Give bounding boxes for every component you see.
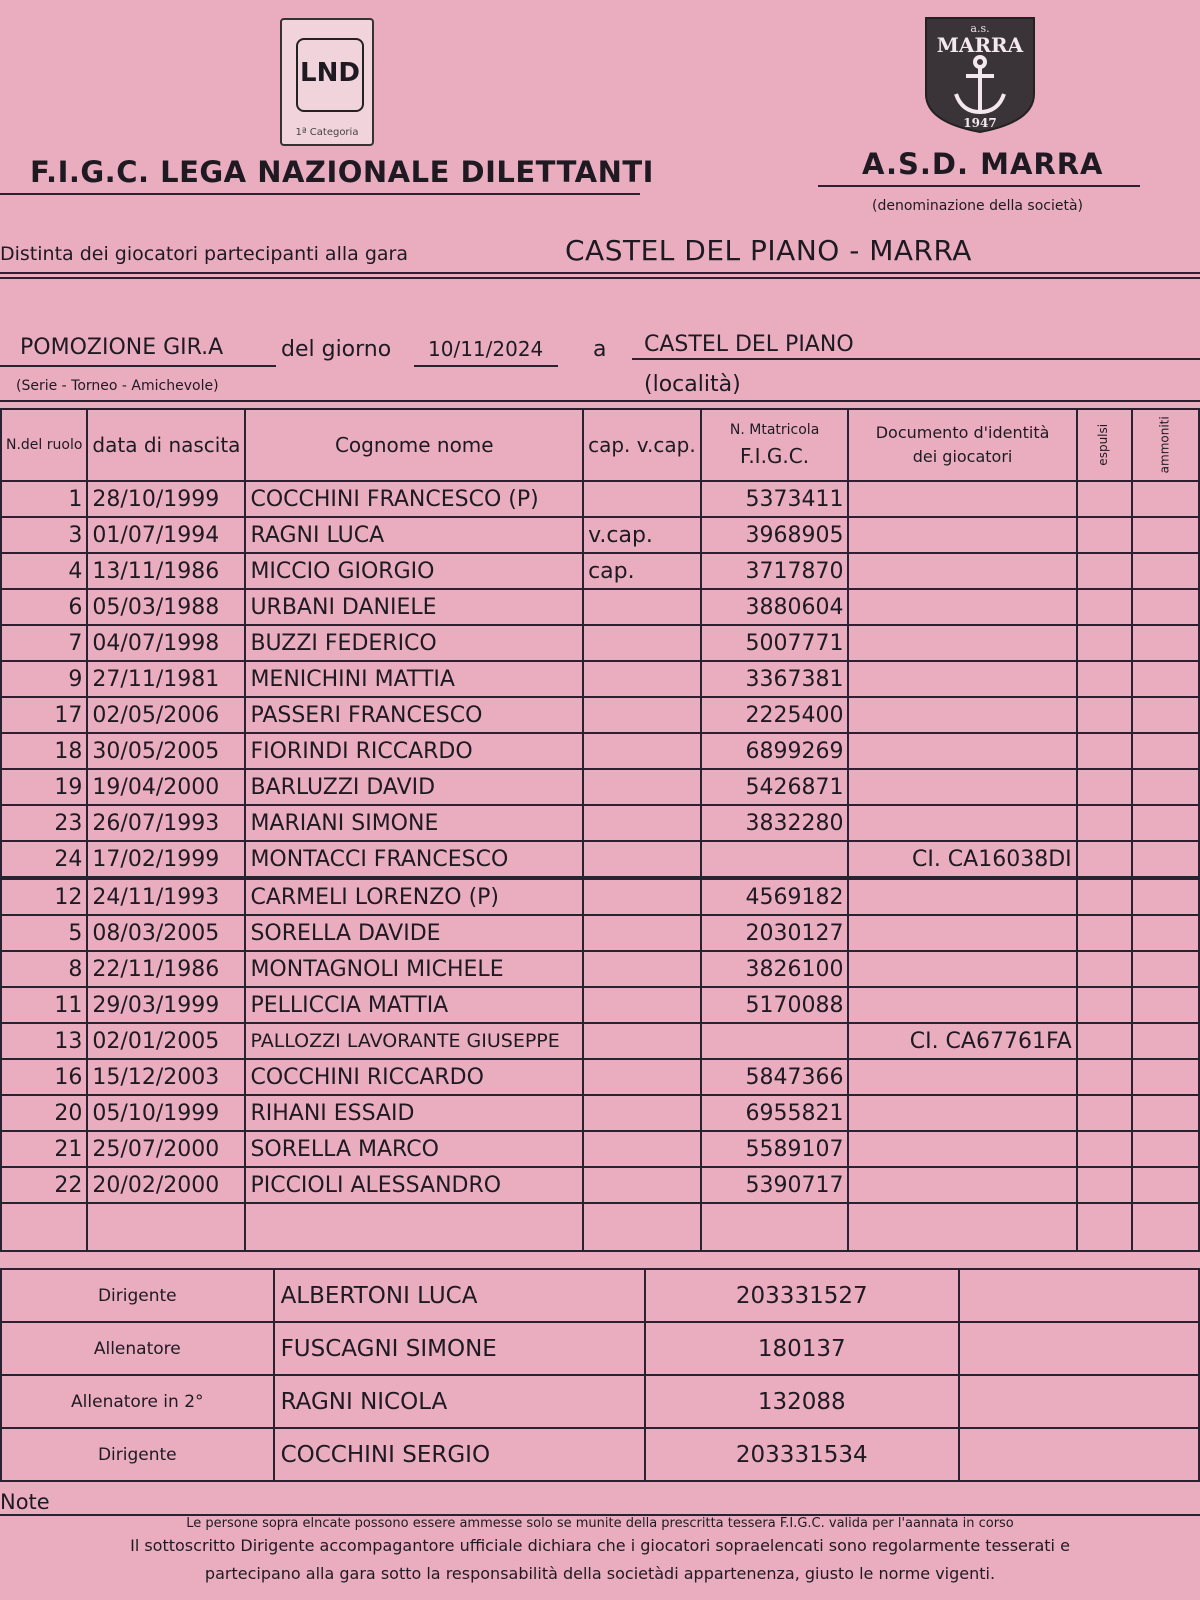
staff-signature bbox=[959, 1322, 1199, 1375]
empty-cell bbox=[583, 1203, 701, 1251]
player-document bbox=[848, 733, 1076, 769]
staff-role: Dirigente bbox=[1, 1428, 274, 1481]
player-role-number: 5 bbox=[1, 915, 87, 951]
player-espulsi bbox=[1077, 481, 1132, 517]
player-name: PICCIOLI ALESSANDRO bbox=[245, 1167, 583, 1203]
player-role-number: 11 bbox=[1, 987, 87, 1023]
player-birth-date: 19/04/2000 bbox=[87, 769, 245, 805]
player-ammoniti bbox=[1132, 915, 1199, 951]
player-matricola: 3968905 bbox=[701, 517, 849, 553]
player-document bbox=[848, 1095, 1076, 1131]
player-captain bbox=[583, 1023, 701, 1059]
player-ammoniti bbox=[1132, 517, 1199, 553]
player-document bbox=[848, 1167, 1076, 1203]
player-ammoniti bbox=[1132, 1059, 1199, 1095]
player-role-number: 21 bbox=[1, 1131, 87, 1167]
player-row bbox=[1, 805, 1199, 841]
player-row bbox=[1, 589, 1199, 625]
empty-cell bbox=[1132, 1203, 1199, 1251]
players-header-row bbox=[1, 409, 1199, 481]
player-captain bbox=[583, 481, 701, 517]
player-captain bbox=[583, 769, 701, 805]
player-document bbox=[848, 625, 1076, 661]
player-name: MARIANI SIMONE bbox=[245, 805, 583, 841]
player-name: MICCIO GIORGIO bbox=[245, 553, 583, 589]
col-matricola bbox=[701, 409, 849, 481]
col-ammoniti-label: ammoniti bbox=[1157, 416, 1172, 474]
player-matricola: 3826100 bbox=[701, 951, 849, 987]
player-row bbox=[1, 1095, 1199, 1131]
player-row bbox=[1, 878, 1199, 915]
player-espulsi bbox=[1077, 769, 1132, 805]
player-row bbox=[1, 661, 1199, 697]
player-birth-date: 25/07/2000 bbox=[87, 1131, 245, 1167]
footer-line-3: partecipano alla gara sotto la responsabilità della societàdi appartenenza, giusto le norme vigenti. bbox=[204, 1564, 996, 1583]
player-matricola: 6955821 bbox=[701, 1095, 849, 1131]
lnd-logo-caption: 1ª Categoria bbox=[295, 127, 359, 138]
player-matricola: 5426871 bbox=[701, 769, 849, 805]
player-ammoniti bbox=[1132, 878, 1199, 915]
player-row-empty bbox=[1, 1203, 1199, 1251]
staff-row bbox=[1, 1269, 1199, 1322]
staff-row bbox=[1, 1322, 1199, 1375]
player-espulsi bbox=[1077, 841, 1132, 878]
player-name: MENICHINI MATTIA bbox=[245, 661, 583, 697]
player-document bbox=[848, 517, 1076, 553]
player-birth-date: 04/07/1998 bbox=[87, 625, 245, 661]
match-date: 10/11/2024 bbox=[428, 337, 544, 361]
player-row bbox=[1, 697, 1199, 733]
player-row bbox=[1, 481, 1199, 517]
player-birth-date: 30/05/2005 bbox=[87, 733, 245, 769]
day-label: del giorno bbox=[281, 337, 392, 362]
player-document bbox=[848, 769, 1076, 805]
player-role-number: 12 bbox=[1, 878, 87, 915]
player-espulsi bbox=[1077, 697, 1132, 733]
player-captain bbox=[583, 841, 701, 878]
player-ammoniti bbox=[1132, 951, 1199, 987]
player-row bbox=[1, 1023, 1199, 1059]
player-document bbox=[848, 915, 1076, 951]
player-name: BARLUZZI DAVID bbox=[245, 769, 583, 805]
player-ammoniti bbox=[1132, 805, 1199, 841]
player-role-number: 24 bbox=[1, 841, 87, 878]
player-captain bbox=[583, 697, 701, 733]
empty-cell bbox=[1077, 1203, 1132, 1251]
player-captain bbox=[583, 1059, 701, 1095]
col-matricola-line1: N. Mtatricola bbox=[729, 421, 820, 438]
player-name: PELLICCIA MATTIA bbox=[245, 987, 583, 1023]
player-birth-date: 13/11/1986 bbox=[87, 553, 245, 589]
player-espulsi bbox=[1077, 661, 1132, 697]
player-row bbox=[1, 733, 1199, 769]
player-name: RAGNI LUCA bbox=[245, 517, 583, 553]
player-espulsi bbox=[1077, 805, 1132, 841]
location-caption: (località) bbox=[644, 372, 741, 397]
player-ammoniti bbox=[1132, 1167, 1199, 1203]
player-matricola: 3880604 bbox=[701, 589, 849, 625]
player-birth-date: 27/11/1981 bbox=[87, 661, 245, 697]
player-row bbox=[1, 553, 1199, 589]
player-matricola bbox=[701, 1023, 849, 1059]
player-document bbox=[848, 661, 1076, 697]
player-role-number: 20 bbox=[1, 1095, 87, 1131]
player-ammoniti bbox=[1132, 589, 1199, 625]
player-name: COCCHINI RICCARDO bbox=[245, 1059, 583, 1095]
player-espulsi bbox=[1077, 1131, 1132, 1167]
player-ammoniti bbox=[1132, 1023, 1199, 1059]
footer-line-2: Il sottoscritto Dirigente accompagantore ufficiale dichiara che i giocatori sopraelencati sono regolarmente tesserati e bbox=[130, 1536, 1070, 1555]
player-name: FIORINDI RICCARDO bbox=[245, 733, 583, 769]
player-document bbox=[848, 481, 1076, 517]
player-row bbox=[1, 915, 1199, 951]
competition: POMOZIONE GIR.A bbox=[20, 335, 224, 360]
player-row bbox=[1, 769, 1199, 805]
crest-year-text: 1947 bbox=[963, 116, 997, 130]
player-ammoniti bbox=[1132, 697, 1199, 733]
player-name: SORELLA DAVIDE bbox=[245, 915, 583, 951]
player-role-number: 6 bbox=[1, 589, 87, 625]
player-captain: cap. bbox=[583, 553, 701, 589]
player-row bbox=[1, 517, 1199, 553]
staff-signature bbox=[959, 1428, 1199, 1481]
player-matricola: 2030127 bbox=[701, 915, 849, 951]
player-ammoniti bbox=[1132, 625, 1199, 661]
player-ammoniti bbox=[1132, 987, 1199, 1023]
player-role-number: 9 bbox=[1, 661, 87, 697]
player-role-number: 1 bbox=[1, 481, 87, 517]
player-document bbox=[848, 553, 1076, 589]
player-row bbox=[1, 625, 1199, 661]
player-espulsi bbox=[1077, 517, 1132, 553]
player-captain: v.cap. bbox=[583, 517, 701, 553]
player-role-number: 8 bbox=[1, 951, 87, 987]
player-ammoniti bbox=[1132, 769, 1199, 805]
player-captain bbox=[583, 1167, 701, 1203]
player-captain bbox=[583, 625, 701, 661]
player-document bbox=[848, 805, 1076, 841]
empty-cell bbox=[848, 1203, 1076, 1251]
club-rule bbox=[818, 185, 1140, 187]
player-birth-date: 02/01/2005 bbox=[87, 1023, 245, 1059]
player-captain bbox=[583, 878, 701, 915]
at-label: a bbox=[593, 337, 607, 362]
player-captain bbox=[583, 987, 701, 1023]
player-espulsi bbox=[1077, 553, 1132, 589]
player-matricola: 5589107 bbox=[701, 1131, 849, 1167]
player-row bbox=[1, 1059, 1199, 1095]
player-document bbox=[848, 1059, 1076, 1095]
player-birth-date: 15/12/2003 bbox=[87, 1059, 245, 1095]
col-nome: Cognome nome bbox=[245, 409, 583, 481]
empty-cell bbox=[87, 1203, 245, 1251]
player-role-number: 22 bbox=[1, 1167, 87, 1203]
competition-rule bbox=[0, 365, 276, 367]
player-birth-date: 01/07/1994 bbox=[87, 517, 245, 553]
player-captain bbox=[583, 589, 701, 625]
player-name: PALLOZZI LAVORANTE GIUSEPPE bbox=[245, 1023, 583, 1059]
player-matricola: 5373411 bbox=[701, 481, 849, 517]
club-name: A.S.D. MARRA bbox=[862, 147, 1104, 181]
player-ammoniti bbox=[1132, 733, 1199, 769]
staff-number: 203331527 bbox=[645, 1269, 959, 1322]
player-role-number: 23 bbox=[1, 805, 87, 841]
player-ammoniti bbox=[1132, 1131, 1199, 1167]
club-caption: (denominazione della società) bbox=[872, 198, 1084, 214]
player-matricola: 5170088 bbox=[701, 987, 849, 1023]
player-rows bbox=[1, 481, 1199, 1251]
player-name: SORELLA MARCO bbox=[245, 1131, 583, 1167]
staff-role: Allenatore bbox=[1, 1322, 274, 1375]
location-rule bbox=[632, 358, 1200, 360]
player-captain bbox=[583, 951, 701, 987]
player-matricola: 3367381 bbox=[701, 661, 849, 697]
marra-club-crest bbox=[922, 14, 1038, 134]
lnd-logo-mark: LND bbox=[296, 38, 364, 112]
player-role-number: 18 bbox=[1, 733, 87, 769]
player-birth-date: 08/03/2005 bbox=[87, 915, 245, 951]
player-matricola bbox=[701, 841, 849, 878]
player-row bbox=[1, 841, 1199, 878]
player-birth-date: 29/03/1999 bbox=[87, 987, 245, 1023]
staff-rows bbox=[1, 1269, 1199, 1481]
empty-cell bbox=[701, 1203, 849, 1251]
staff-table bbox=[0, 1268, 1200, 1482]
player-name: CARMELI LORENZO (P) bbox=[245, 878, 583, 915]
player-name: PASSERI FRANCESCO bbox=[245, 697, 583, 733]
lnd-logo bbox=[280, 18, 374, 146]
player-birth-date: 05/10/1999 bbox=[87, 1095, 245, 1131]
player-espulsi bbox=[1077, 1023, 1132, 1059]
player-matricola: 5847366 bbox=[701, 1059, 849, 1095]
staff-name: ALBERTONI LUCA bbox=[274, 1269, 645, 1322]
staff-signature bbox=[959, 1375, 1199, 1428]
distinta-label: Distinta dei giocatori partecipanti alla gara bbox=[0, 243, 408, 265]
col-documento-line2: dei giocatori bbox=[912, 447, 1013, 466]
player-matricola: 3717870 bbox=[701, 553, 849, 589]
player-document bbox=[848, 987, 1076, 1023]
player-role-number: 19 bbox=[1, 769, 87, 805]
player-role-number: 17 bbox=[1, 697, 87, 733]
player-matricola: 4569182 bbox=[701, 878, 849, 915]
player-espulsi bbox=[1077, 625, 1132, 661]
staff-name: FUSCAGNI SIMONE bbox=[274, 1322, 645, 1375]
staff-row bbox=[1, 1375, 1199, 1428]
location: CASTEL DEL PIANO bbox=[644, 332, 854, 357]
federation-rule bbox=[0, 193, 640, 195]
player-role-number: 13 bbox=[1, 1023, 87, 1059]
staff-name: RAGNI NICOLA bbox=[274, 1375, 645, 1428]
player-document bbox=[848, 697, 1076, 733]
col-nascita: data di nascita bbox=[87, 409, 245, 481]
players-table bbox=[0, 408, 1200, 1252]
player-birth-date: 05/03/1988 bbox=[87, 589, 245, 625]
player-captain bbox=[583, 915, 701, 951]
staff-row bbox=[1, 1428, 1199, 1481]
player-document bbox=[848, 589, 1076, 625]
player-name: RIHANI ESSAID bbox=[245, 1095, 583, 1131]
player-document bbox=[848, 878, 1076, 915]
player-matricola: 5390717 bbox=[701, 1167, 849, 1203]
staff-signature bbox=[959, 1269, 1199, 1322]
player-matricola: 2225400 bbox=[701, 697, 849, 733]
col-espulsi-label: espulsi bbox=[1096, 424, 1111, 466]
player-role-number: 3 bbox=[1, 517, 87, 553]
crest-top-text: a.s. bbox=[970, 22, 990, 35]
player-espulsi bbox=[1077, 951, 1132, 987]
match-rule-2 bbox=[0, 277, 1200, 279]
col-documento bbox=[848, 409, 1076, 481]
player-captain bbox=[583, 1095, 701, 1131]
player-name: COCCHINI FRANCESCO (P) bbox=[245, 481, 583, 517]
col-ammoniti bbox=[1132, 409, 1199, 481]
empty-cell bbox=[1, 1203, 87, 1251]
player-ammoniti bbox=[1132, 661, 1199, 697]
player-captain bbox=[583, 661, 701, 697]
player-ammoniti bbox=[1132, 1095, 1199, 1131]
player-espulsi bbox=[1077, 1095, 1132, 1131]
player-document bbox=[848, 951, 1076, 987]
player-name: MONTAGNOLI MICHELE bbox=[245, 951, 583, 987]
player-birth-date: 24/11/1993 bbox=[87, 878, 245, 915]
player-document: CI. CA16038DI bbox=[848, 841, 1076, 878]
player-row bbox=[1, 987, 1199, 1023]
player-role-number: 16 bbox=[1, 1059, 87, 1095]
staff-number: 180137 bbox=[645, 1322, 959, 1375]
player-document bbox=[848, 1131, 1076, 1167]
player-birth-date: 17/02/1999 bbox=[87, 841, 245, 878]
player-espulsi bbox=[1077, 1059, 1132, 1095]
player-matricola: 5007771 bbox=[701, 625, 849, 661]
staff-name: COCCHINI SERGIO bbox=[274, 1428, 645, 1481]
staff-role: Allenatore in 2° bbox=[1, 1375, 274, 1428]
match-title: CASTEL DEL PIANO - MARRA bbox=[565, 234, 972, 267]
player-row bbox=[1, 1167, 1199, 1203]
player-ammoniti bbox=[1132, 841, 1199, 878]
col-cap: cap. v.cap. bbox=[583, 409, 701, 481]
player-birth-date: 22/11/1986 bbox=[87, 951, 245, 987]
player-birth-date: 28/10/1999 bbox=[87, 481, 245, 517]
player-role-number: 7 bbox=[1, 625, 87, 661]
player-espulsi bbox=[1077, 987, 1132, 1023]
player-birth-date: 20/02/2000 bbox=[87, 1167, 245, 1203]
note-label: Note bbox=[0, 1490, 50, 1514]
crest-name-text: MARRA bbox=[936, 33, 1024, 57]
federation-title: F.I.G.C. LEGA NAZIONALE DILETTANTI bbox=[30, 155, 654, 189]
player-birth-date: 26/07/1993 bbox=[87, 805, 245, 841]
player-ammoniti bbox=[1132, 553, 1199, 589]
footer-line-1: Le persone sopra elncate possono essere ammesse solo se munite della prescritta tessera F.I.G.C. valida per l'aannata in corso bbox=[186, 1516, 1014, 1531]
player-document: CI. CA67761FA bbox=[848, 1023, 1076, 1059]
player-row bbox=[1, 1131, 1199, 1167]
col-matricola-line2: F.I.G.C. bbox=[740, 443, 810, 468]
empty-cell bbox=[245, 1203, 583, 1251]
staff-role: Dirigente bbox=[1, 1269, 274, 1322]
player-espulsi bbox=[1077, 878, 1132, 915]
player-matricola: 3832280 bbox=[701, 805, 849, 841]
player-name: URBANI DANIELE bbox=[245, 589, 583, 625]
match-rule bbox=[0, 272, 1200, 274]
player-espulsi bbox=[1077, 915, 1132, 951]
player-captain bbox=[583, 1131, 701, 1167]
player-espulsi bbox=[1077, 1167, 1132, 1203]
competition-caption: (Serie - Torneo - Amichevole) bbox=[16, 378, 219, 394]
date-rule bbox=[414, 365, 558, 367]
player-espulsi bbox=[1077, 733, 1132, 769]
col-espulsi bbox=[1077, 409, 1132, 481]
player-espulsi bbox=[1077, 589, 1132, 625]
staff-number: 203331534 bbox=[645, 1428, 959, 1481]
player-birth-date: 02/05/2006 bbox=[87, 697, 245, 733]
player-captain bbox=[583, 805, 701, 841]
player-role-number: 4 bbox=[1, 553, 87, 589]
player-row bbox=[1, 951, 1199, 987]
col-n-ruolo: N.del ruolo bbox=[1, 409, 87, 481]
player-captain bbox=[583, 733, 701, 769]
staff-number: 132088 bbox=[645, 1375, 959, 1428]
player-ammoniti bbox=[1132, 481, 1199, 517]
player-name: MONTACCI FRANCESCO bbox=[245, 841, 583, 878]
col-documento-line1: Documento d'identità bbox=[875, 423, 1050, 442]
info-rule bbox=[0, 400, 1200, 402]
player-matricola: 6899269 bbox=[701, 733, 849, 769]
player-name: BUZZI FEDERICO bbox=[245, 625, 583, 661]
